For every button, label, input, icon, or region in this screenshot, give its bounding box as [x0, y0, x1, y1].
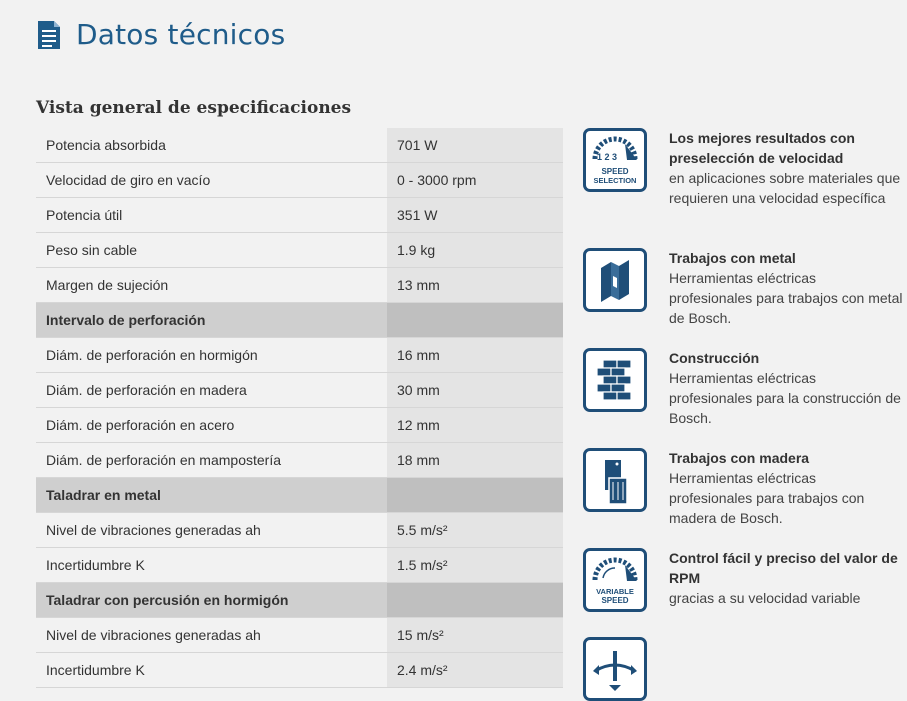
- table-row: [36, 163, 563, 198]
- table-row: [36, 373, 563, 408]
- feature-description: en aplicaciones sobre materiales que requieren una velocidad específica: [669, 170, 901, 206]
- spec-value: 12 mm: [387, 408, 563, 442]
- feature-rotation: [583, 637, 669, 701]
- spec-value: 0 - 3000 rpm: [387, 163, 563, 197]
- badge-line-2: SELECTION: [593, 176, 637, 185]
- feature-title: Trabajos con metal: [669, 250, 796, 266]
- spec-value: 1.5 m/s²: [387, 548, 563, 582]
- spec-label: Peso sin cable: [36, 233, 387, 267]
- section-label: Intervalo de perforación: [36, 303, 387, 337]
- spec-label: Nivel de vibraciones generadas ah: [36, 513, 387, 547]
- spec-value: 15 m/s²: [387, 618, 563, 652]
- section-value: [387, 303, 563, 337]
- section-row: [36, 583, 563, 618]
- spec-label: Incertidumbre K: [36, 653, 387, 687]
- spec-label: Potencia absorbida: [36, 128, 387, 162]
- section-label: Taladrar en metal: [36, 478, 387, 512]
- table-row: [36, 618, 563, 653]
- spec-value: 18 mm: [387, 443, 563, 477]
- spec-label: Potencia útil: [36, 198, 387, 232]
- spec-label: Diám. de perforación en mampostería: [36, 443, 387, 477]
- feature-wood: [583, 448, 903, 528]
- speed-selection-badge: [583, 128, 647, 192]
- rotation-arrows-icon: [587, 641, 643, 697]
- construction-badge: [583, 348, 647, 412]
- metal-badge: [583, 248, 647, 312]
- spec-value: 5.5 m/s²: [387, 513, 563, 547]
- table-row: [36, 338, 563, 373]
- specs-table: [36, 128, 563, 688]
- feature-title: Control fácil y preciso del valor de RPM: [669, 550, 898, 586]
- spec-value: 351 W: [387, 198, 563, 232]
- feature-speed-selection: [583, 128, 903, 208]
- table-row: [36, 268, 563, 303]
- feature-text: [669, 128, 903, 208]
- table-row: [36, 653, 563, 688]
- feature-description: Herramientas eléctricas profesionales para trabajos con madera de Bosch.: [669, 470, 865, 526]
- feature-description: gracias a su velocidad variable: [669, 590, 861, 606]
- spec-value: 16 mm: [387, 338, 563, 372]
- rotation-badge: [583, 637, 647, 701]
- feature-text: [669, 448, 903, 528]
- table-row: [36, 128, 563, 163]
- feature-construction: [583, 348, 903, 428]
- spec-label: Diám. de perforación en madera: [36, 373, 387, 407]
- feature-title: Construcción: [669, 350, 760, 366]
- page-title: Datos técnicos: [76, 18, 286, 51]
- spec-label: Diám. de perforación en acero: [36, 408, 387, 442]
- variable-speed-badge: [583, 548, 647, 612]
- spec-value: 1.9 kg: [387, 233, 563, 267]
- feature-title: Trabajos con madera: [669, 450, 810, 466]
- feature-text: [669, 248, 903, 328]
- badge-line-2: SPEED: [601, 596, 629, 605]
- speed-digits: 1 2 3: [596, 152, 618, 162]
- table-row: [36, 233, 563, 268]
- metal-beam-icon: [587, 252, 643, 308]
- brick-wall-icon: [587, 352, 643, 408]
- feature-variable-speed: [583, 548, 903, 612]
- spec-value: 30 mm: [387, 373, 563, 407]
- feature-metal: [583, 248, 903, 328]
- feature-title: Los mejores resultados con preselección de velocidad: [669, 130, 855, 166]
- section-value: [387, 478, 563, 512]
- wood-badge: [583, 448, 647, 512]
- badge-line-1: VARIABLE: [596, 587, 634, 596]
- feature-description: Herramientas eléctricas profesionales para la construcción de Bosch.: [669, 370, 901, 426]
- badge-line-1: SPEED: [601, 167, 629, 176]
- feature-text: [669, 348, 903, 428]
- spec-value: 701 W: [387, 128, 563, 162]
- spec-label: Nivel de vibraciones generadas ah: [36, 618, 387, 652]
- spec-value: 2.4 m/s²: [387, 653, 563, 687]
- feature-description: Herramientas eléctricas profesionales para trabajos con metal de Bosch.: [669, 270, 903, 326]
- variable-speed-icon: [587, 552, 643, 608]
- wood-board-icon: [587, 452, 643, 508]
- section-value: [387, 583, 563, 617]
- section-row: [36, 303, 563, 338]
- spec-value: 13 mm: [387, 268, 563, 302]
- section-label: Taladrar con percusión en hormigón: [36, 583, 387, 617]
- table-row: [36, 408, 563, 443]
- spec-label: Incertidumbre K: [36, 548, 387, 582]
- spec-label: Margen de sujeción: [36, 268, 387, 302]
- feature-text: [669, 548, 903, 612]
- table-row: [36, 443, 563, 478]
- table-row: [36, 198, 563, 233]
- spec-label: Diám. de perforación en hormigón: [36, 338, 387, 372]
- specs-subtitle: Vista general de especificaciones: [36, 98, 352, 118]
- table-row: [36, 513, 563, 548]
- page-header: [36, 18, 285, 51]
- table-row: [36, 548, 563, 583]
- speed-selection-icon: [587, 132, 643, 188]
- document-icon: [36, 20, 62, 50]
- section-row: [36, 478, 563, 513]
- spec-label: Velocidad de giro en vacío: [36, 163, 387, 197]
